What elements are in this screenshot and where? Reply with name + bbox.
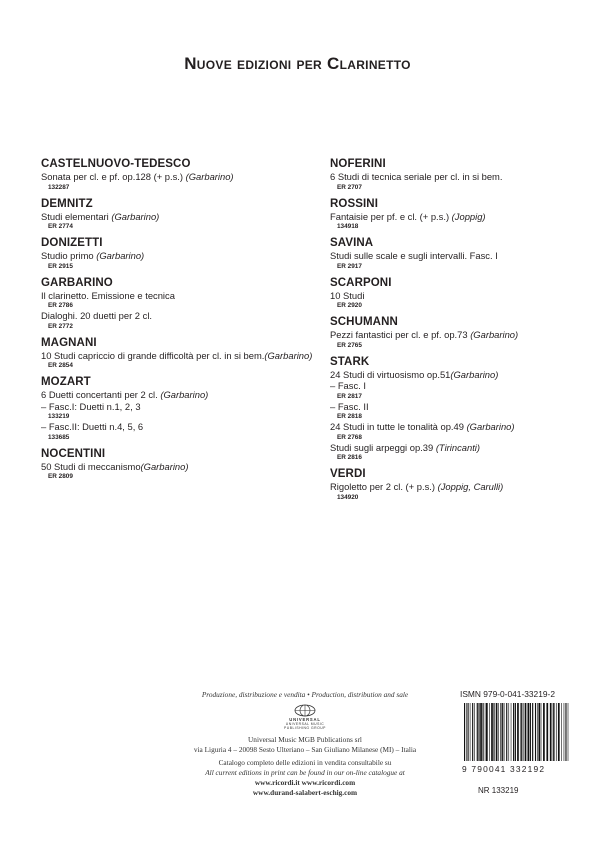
edition-code: ER 2920 <box>337 302 362 309</box>
work-text: Fantaisie per pf. e cl. (+ p.s.) <box>330 210 452 222</box>
composer-block <box>330 157 570 192</box>
work-editor: (Garbarino) <box>140 460 189 472</box>
work-editor: (Joppig) <box>451 210 486 222</box>
barcode-bar <box>558 703 560 761</box>
barcode-bar <box>550 703 552 761</box>
page-title: Nuove edizioni per Clarinetto <box>184 54 411 73</box>
website-link-durand[interactable]: www.durand-salabert-eschig.com <box>252 788 358 797</box>
work-title <box>41 461 326 473</box>
ismn-number: ISMN 979-0-041-33219-2 <box>460 689 555 699</box>
work-title <box>330 442 570 454</box>
work-text: Pezzi fantastici per cl. e pf. op.73 <box>330 329 471 340</box>
composer-name: SCARPONI <box>330 276 392 289</box>
barcode-bar <box>515 703 516 761</box>
barcode-bar <box>532 703 533 761</box>
work-editor: (Garbarino) <box>185 171 234 182</box>
composer-name: NOCENTINI <box>41 447 106 460</box>
work-title <box>330 369 570 381</box>
right-column <box>330 157 570 502</box>
work-editor: (Tirincanti) <box>435 441 481 453</box>
left-column <box>41 157 326 481</box>
work-text: 6 Studi di tecnica seriale per cl. in si bem. <box>330 171 503 182</box>
work-title <box>41 389 326 401</box>
composer-name: MOZART <box>41 376 91 388</box>
barcode-bar <box>498 703 499 761</box>
catalogue-number: NR 133219 <box>478 786 519 795</box>
edition-code: 133685 <box>48 433 70 441</box>
composer-name: STARK <box>330 355 370 368</box>
work-text: 10 Studi capriccio di grande difficoltà per cl. in si bem. <box>41 349 265 361</box>
work-title <box>41 211 326 223</box>
work-title <box>41 310 326 322</box>
work-title <box>330 380 570 392</box>
work-editor: (Garbarino) <box>160 389 209 400</box>
composer-name: DEMNITZ <box>41 197 93 210</box>
barcode-bar <box>523 703 524 761</box>
composer-name: MAGNANI <box>41 336 97 349</box>
composer-block <box>330 276 570 311</box>
barcode-bar <box>508 703 509 761</box>
barcode-bar <box>480 703 482 761</box>
composer-block <box>41 447 326 482</box>
composer-name: SCHUMANN <box>330 316 398 328</box>
work-title <box>330 421 570 433</box>
work-title <box>330 250 570 262</box>
barcode-bar <box>538 703 540 761</box>
composer-block <box>330 355 570 463</box>
logo-line-3: PUBLISHING GROUP <box>284 726 326 730</box>
work-text: 6 Duetti concertanti per 2 cl. <box>41 389 161 400</box>
edition-code: ER 2707 <box>337 183 362 191</box>
edition-code: ER 2818 <box>337 413 362 420</box>
barcode-bar <box>543 703 545 761</box>
composer-block <box>41 336 326 371</box>
work-title <box>41 401 326 413</box>
publisher-address: via Liguria 4 – 20098 Sesto Ulteriano – San Giuliano Milanese (MI) – Italia <box>193 745 417 754</box>
work-text: 50 Studi di meccanismo <box>41 460 141 472</box>
composer-name: VERDI <box>330 468 366 480</box>
barcode-bar <box>477 703 478 761</box>
edition-code: ER 2809 <box>48 473 73 480</box>
work-title <box>330 329 570 341</box>
catalogue-it: Catalogo completo delle edizioni in vendita consultabile su <box>218 758 392 767</box>
barcode-bar <box>468 703 469 761</box>
barcode-bar <box>504 703 505 761</box>
work-text: – Fasc. II <box>330 400 369 412</box>
work-text: – Fasc.I: Duetti n.1, 2, 3 <box>41 400 141 412</box>
work-title <box>41 250 326 262</box>
composer-block <box>41 375 326 442</box>
barcode-digits: 9 790041 332192 <box>462 764 546 774</box>
composer-block <box>330 467 570 502</box>
work-text: 24 Studi di virtuosismo op.51 <box>330 368 451 380</box>
edition-code: ER 2774 <box>48 223 73 230</box>
composer-name: NOFERINI <box>330 158 386 170</box>
work-title <box>41 350 326 362</box>
edition-code: ER 2915 <box>48 262 73 270</box>
barcode-bar <box>483 703 484 761</box>
barcode-bar <box>493 703 494 761</box>
composer-block <box>330 197 570 232</box>
composer-block <box>41 197 326 232</box>
barcode-bar <box>530 703 531 761</box>
edition-code: 134918 <box>337 223 359 230</box>
work-text: 24 Studi in tutte le tonalità op.49 <box>330 421 467 432</box>
work-title <box>330 401 570 413</box>
composer-block <box>41 157 326 192</box>
composer-name: SAVINA <box>330 237 374 249</box>
composer-name: ROSSINI <box>330 197 378 210</box>
composer-name: CASTELNUOVO-TEDESCO <box>41 158 191 170</box>
barcode-bar <box>556 703 557 761</box>
work-text: – Fasc.II: Duetti n.4, 5, 6 <box>41 421 144 432</box>
work-editor: (Garbarino) <box>264 349 313 361</box>
composer-block <box>330 236 570 271</box>
barcode-bar <box>500 703 501 761</box>
work-text: Rigoletto per 2 cl. (+ p.s.) <box>330 481 438 492</box>
barcode-bar <box>537 703 538 761</box>
barcode-bar <box>546 703 548 761</box>
edition-code: ER 2772 <box>48 322 73 330</box>
barcode-bar <box>513 703 514 761</box>
composer-block <box>330 315 570 350</box>
barcode-bar <box>568 703 569 761</box>
logo-wordmark: UNIVERSAL <box>289 717 321 722</box>
barcode-bar <box>489 703 490 761</box>
publisher-footer <box>160 690 450 798</box>
barcode-bar <box>535 703 536 761</box>
work-title <box>41 171 326 183</box>
work-text: Studio primo <box>41 250 97 261</box>
work-text: Sonata per cl. e pf. op.128 (+ p.s.) <box>41 171 186 182</box>
barcode-bar <box>474 703 475 761</box>
publisher-name: Universal Music MGB Publications srl <box>248 735 362 744</box>
barcode-bar <box>553 703 554 761</box>
edition-code: ER 2854 <box>48 362 73 369</box>
globe-icon <box>293 704 317 717</box>
barcode-bar <box>525 703 527 761</box>
barcode-bar <box>466 703 467 761</box>
composer-name: GARBARINO <box>41 276 113 289</box>
barcode-bar <box>486 703 488 761</box>
barcode-bar <box>491 703 493 761</box>
barcode-bar <box>502 703 503 761</box>
barcode-bar <box>472 703 473 761</box>
composer-block <box>41 236 326 271</box>
work-editor: (Garbarino) <box>96 250 145 261</box>
catalogue-en: All current editions in print can be found in our on-line catalogue at <box>205 768 405 777</box>
work-title <box>330 211 570 223</box>
barcode-bar <box>485 703 486 761</box>
edition-code: 134920 <box>337 493 359 501</box>
work-editor: (Joppig, Carulli) <box>437 481 504 492</box>
website-links[interactable]: www.ricordi.it www.ricordi.com <box>254 778 356 787</box>
barcode-bar <box>496 703 498 761</box>
work-text: Il clarinetto. Emissione e tecnica <box>41 289 175 301</box>
logo-line-2: UNIVERSAL MUSIC <box>285 722 325 726</box>
barcode-bar <box>554 703 555 761</box>
edition-code: ER 2816 <box>337 454 362 461</box>
work-editor: (Garbarino) <box>450 368 499 380</box>
barcode-bar <box>478 703 479 761</box>
edition-code: ER 2817 <box>337 392 362 400</box>
work-title <box>41 421 326 433</box>
barcode-bar <box>564 703 565 761</box>
work-editor: (Garbarino) <box>470 329 519 340</box>
barcode <box>462 703 572 761</box>
barcode-bar <box>511 703 512 761</box>
edition-code: ER 2768 <box>337 433 362 441</box>
composer-name: DONIZETTI <box>41 237 103 249</box>
barcode-bar <box>520 703 521 761</box>
work-text: 10 Studi <box>330 289 365 301</box>
work-title <box>330 171 570 183</box>
barcode-bar <box>470 703 471 761</box>
work-text: – Fasc. I <box>330 380 366 391</box>
barcode-bar <box>517 703 519 761</box>
barcode-bar <box>528 703 530 761</box>
composer-block <box>41 276 326 331</box>
work-editor: (Garbarino) <box>111 210 160 222</box>
work-text: Studi elementari <box>41 210 112 222</box>
production-line: Produzione, distribuzione e vendita • Production, distribution and sale <box>201 690 409 699</box>
universal-logo <box>265 704 345 732</box>
barcode-bar <box>506 703 507 761</box>
work-text: Dialoghi. 20 duetti per 2 cl. <box>41 310 153 321</box>
barcode-bar <box>561 703 562 761</box>
work-title <box>330 290 570 302</box>
barcode-bar <box>521 703 522 761</box>
edition-code: ER 2786 <box>48 302 73 309</box>
edition-code: 132287 <box>48 183 70 191</box>
edition-code: ER 2917 <box>337 262 362 270</box>
work-title <box>330 481 570 493</box>
work-editor: (Garbarino) <box>466 421 515 432</box>
barcode-bar <box>541 703 542 761</box>
work-title <box>41 290 326 302</box>
work-text: Studi sulle scale e sugli intervalli. Fasc. I <box>330 250 498 261</box>
edition-code: 133219 <box>48 413 70 420</box>
barcode-bar <box>565 703 566 761</box>
work-text: Studi sugli arpeggi op.39 <box>330 441 436 453</box>
edition-code: ER 2765 <box>337 341 362 349</box>
barcode-bar <box>464 703 465 761</box>
